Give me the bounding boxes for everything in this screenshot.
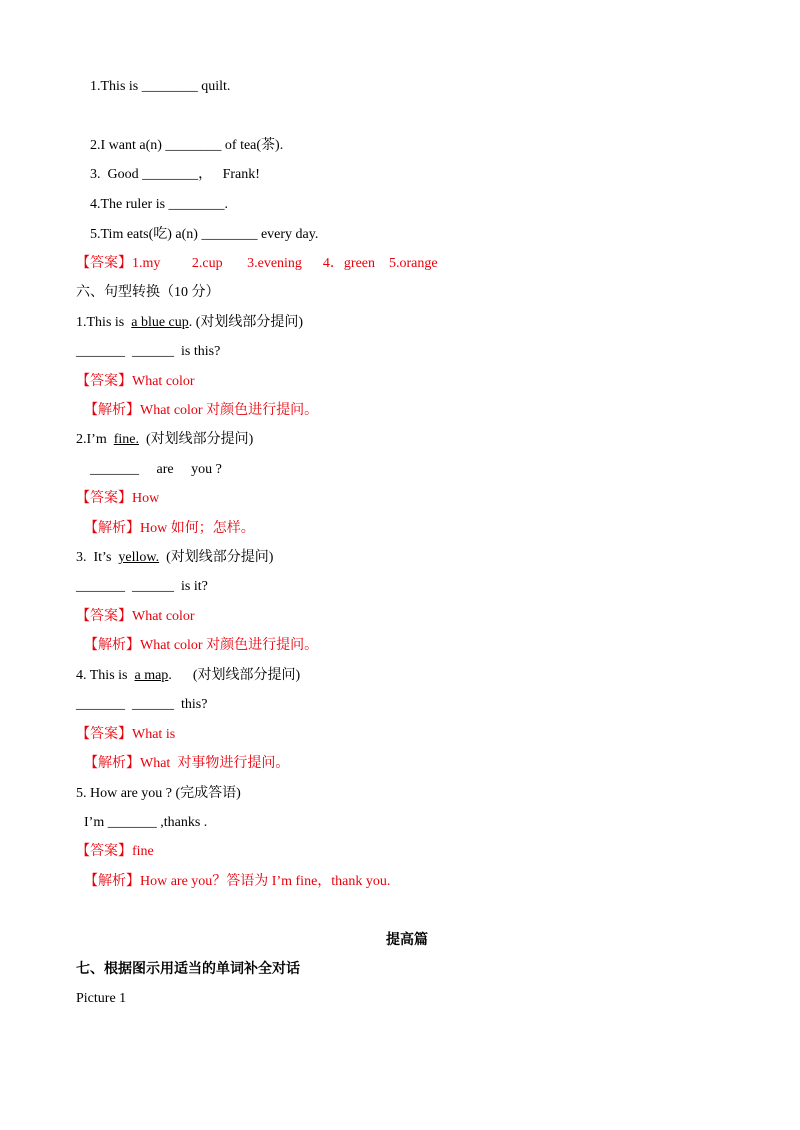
transform-question-4: 4. This is a map. (对划线部分提问) xyxy=(76,668,301,683)
underlined-phrase: yellow. xyxy=(118,550,160,565)
answer-2: 【答案】How xyxy=(76,491,160,506)
transform-question-1: 1.This is a blue cup. (对划线部分提问) xyxy=(76,315,304,330)
analysis-5: 【解析】How are you？答语为 I’m fine，thank you. xyxy=(84,874,391,889)
part5-answer: 【答案】1.my 2.cup 3.evening 4．green 5.orange xyxy=(76,256,438,271)
analysis-1: 【解析】What color 对颜色进行提问。 xyxy=(84,403,319,418)
analysis-2: 【解析】How 如何；怎样。 xyxy=(84,521,255,536)
fill-question-2: 2.I want a(n) ________ of tea(茶). xyxy=(90,138,284,153)
part6-heading: 六、句型转换（10 分） xyxy=(76,285,220,300)
part7-heading: 七、根据图示用适当的单词补全对话 xyxy=(76,962,300,977)
underlined-phrase: fine. xyxy=(113,432,139,447)
picture-label: Picture 1 xyxy=(76,991,127,1006)
answer-3: 【答案】What color xyxy=(76,609,195,624)
fill-question-4: 4.The ruler is ________. xyxy=(90,197,229,212)
fill-question-5: 5.Tim eats(吃) a(n) ________ every day. xyxy=(90,227,319,242)
answer-4: 【答案】What is xyxy=(76,727,176,742)
answer-blanks-5: I’m _______ ,thanks . xyxy=(84,815,208,830)
underlined-phrase: a map xyxy=(134,668,169,683)
transform-question-5: 5. How are you ? (完成答语) xyxy=(76,786,241,801)
answer-blanks-2: _______ are you ? xyxy=(90,462,222,477)
fill-question-1: 1.This is ________ quilt. xyxy=(90,79,231,94)
fill-question-3: 3. Good ________， Frank! xyxy=(90,167,260,182)
underlined-phrase: a blue cup xyxy=(131,315,189,330)
section-title: 提高篇 xyxy=(386,933,428,948)
transform-question-2: 2.I’m fine. (对划线部分提问) xyxy=(76,432,254,447)
answer-blanks-3: _______ ______ is it? xyxy=(76,579,208,594)
analysis-4: 【解析】What 对事物进行提问。 xyxy=(84,756,290,771)
answer-1: 【答案】What color xyxy=(76,374,195,389)
answer-blanks-1: _______ ______ is this? xyxy=(76,344,221,359)
transform-question-3: 3. It’s yellow. (对划线部分提问) xyxy=(76,550,274,565)
analysis-3: 【解析】What color 对颜色进行提问。 xyxy=(84,638,319,653)
answer-5: 【答案】fine xyxy=(76,844,154,859)
answer-blanks-4: _______ ______ this? xyxy=(76,697,208,712)
